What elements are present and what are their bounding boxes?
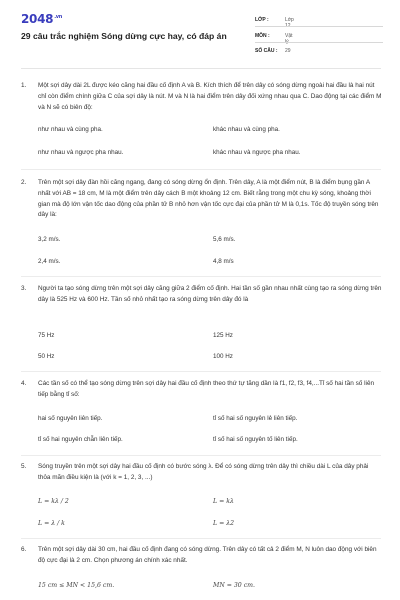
option-d[interactable]: khác nhau và ngược pha nhau.	[213, 149, 301, 156]
question-number: 2.	[21, 179, 27, 186]
meta-subject-value: Vật lý	[285, 33, 293, 45]
question-text: Trên một sợi dây dài 30 cm, hai đầu cố định đang có sóng dừng. Trên dây có tất cả 2 điểm M, N luôn dao động với biên độ cực đại là 2 cm. Chọn phương án chính xác nhất.	[38, 546, 377, 564]
page-header	[0, 0, 400, 70]
site-logo[interactable]	[21, 12, 62, 26]
header-divider	[21, 68, 381, 69]
meta-count-key: SỐ CÂU :	[255, 48, 278, 54]
option-d[interactable]: tỉ số hai số nguyên tố liên tiếp.	[213, 436, 298, 443]
question-number: 1.	[21, 82, 27, 89]
option-a[interactable]: 15 cm ≤ MN < 15,6 cm.	[38, 582, 115, 589]
question-5	[21, 462, 381, 485]
question-number: 3.	[21, 285, 27, 292]
option-c[interactable]: 50 Hz	[38, 353, 55, 360]
question-divider	[21, 371, 381, 372]
question-1	[21, 81, 381, 125]
option-a[interactable]: L = kλ / 2	[38, 498, 69, 505]
option-b[interactable]: 5,6 m/s.	[213, 236, 236, 243]
question-divider	[21, 169, 381, 170]
option-d[interactable]: 4,8 m/s	[213, 258, 234, 265]
option-c[interactable]: như nhau và ngược pha nhau.	[38, 149, 124, 156]
question-text: Sóng truyền trên một sợi dây hai đầu cố định có bước sóng λ. Để có sóng dừng trên dây thì chiều dài L của dây phải thỏa mãn điều kiện là (với k = 1, 2, 3, ...)	[38, 463, 369, 481]
question-4	[21, 379, 381, 402]
question-2	[21, 178, 381, 233]
meta-count-value: 29	[285, 48, 291, 54]
question-divider	[21, 276, 381, 277]
option-d[interactable]: 100 Hz	[213, 353, 233, 360]
question-text: Một sợi dây dài 2L được kéo căng hai đầu cố định A và B. Kích thích để trên dây có sóng dừng ngoài hai đầu là hai nút chỉ còn điểm chính giữa C của sợi dây là nút. M và N là hai điểm trên dây đối xứng nhau qua C. Dao động tại các điểm M và N sẽ có biên độ:	[38, 82, 382, 111]
option-b[interactable]: L = kλ	[213, 498, 234, 505]
meta-class-value: Lớp 12	[285, 17, 294, 29]
logo-domain: .vn	[54, 14, 63, 20]
meta-subject-key: MÔN :	[255, 33, 270, 39]
option-a[interactable]: hai số nguyên liên tiếp.	[38, 415, 103, 422]
option-c[interactable]: 2,4 m/s.	[38, 258, 61, 265]
page-title: 29 câu trắc nghiệm Sóng dừng cực hay, có đáp án	[21, 31, 227, 41]
meta-class-key: LỚP :	[255, 17, 269, 23]
option-c[interactable]: tỉ số hai nguyên chẵn liên tiếp.	[38, 436, 123, 443]
meta-divider	[255, 26, 383, 27]
question-number: 4.	[21, 380, 27, 387]
option-b[interactable]: MN = 30 cm.	[213, 582, 256, 589]
question-3	[21, 284, 381, 318]
question-divider	[21, 538, 381, 539]
question-text: Người ta tạo sóng dừng trên một sợi dây căng giữa 2 điểm cố định. Hai tần số gần nhau nhất cùng tạo ra sóng dừng trên dây là 525 Hz và 600 Hz. Tần số nhỏ nhất tạo ra sóng dừng trên dây đó là	[38, 285, 382, 303]
option-b[interactable]: tỉ số hai số nguyên lẻ liên tiếp.	[213, 415, 298, 422]
option-a[interactable]: 75 Hz	[38, 332, 55, 339]
option-a[interactable]: 3,2 m/s.	[38, 236, 61, 243]
option-b[interactable]: khác nhau và cùng pha.	[213, 126, 280, 133]
question-number: 5.	[21, 463, 27, 470]
question-divider	[21, 455, 381, 456]
question-6	[21, 545, 381, 578]
option-b[interactable]: 125 Hz	[213, 332, 233, 339]
option-d[interactable]: L = λ2	[213, 520, 235, 527]
option-c[interactable]: L = λ / k	[38, 520, 65, 527]
question-text: Các tần số có thể tạo sóng dừng trên sợi dây hai đầu cố định theo thứ tự tăng dần là f1, f2, f3, f4,...Tỉ số hai tần số liên tiếp bằng tỉ số:	[38, 380, 375, 398]
question-number: 6.	[21, 546, 27, 553]
question-text: Trên một sợi dây đàn hồi căng ngang, đang có sóng dừng ổn định. Trên dây, A là một điểm nút, B là điểm bụng gần A nhất với AB = 18 cm, M là một điểm trên dây cách B một khoảng 12 cm. Biết rằng trong một chu kỳ sóng, khoảng thời gian mà độ lớn vận tốc dao động của phần tử B nhỏ hơn vận tốc cực đại của phần tử M là 0,1s. Tốc độ truyền sóng trên dây là:	[38, 179, 379, 219]
option-a[interactable]: như nhau và cùng pha.	[38, 126, 103, 133]
logo-text: 2048	[21, 12, 54, 26]
meta-divider	[255, 42, 383, 43]
